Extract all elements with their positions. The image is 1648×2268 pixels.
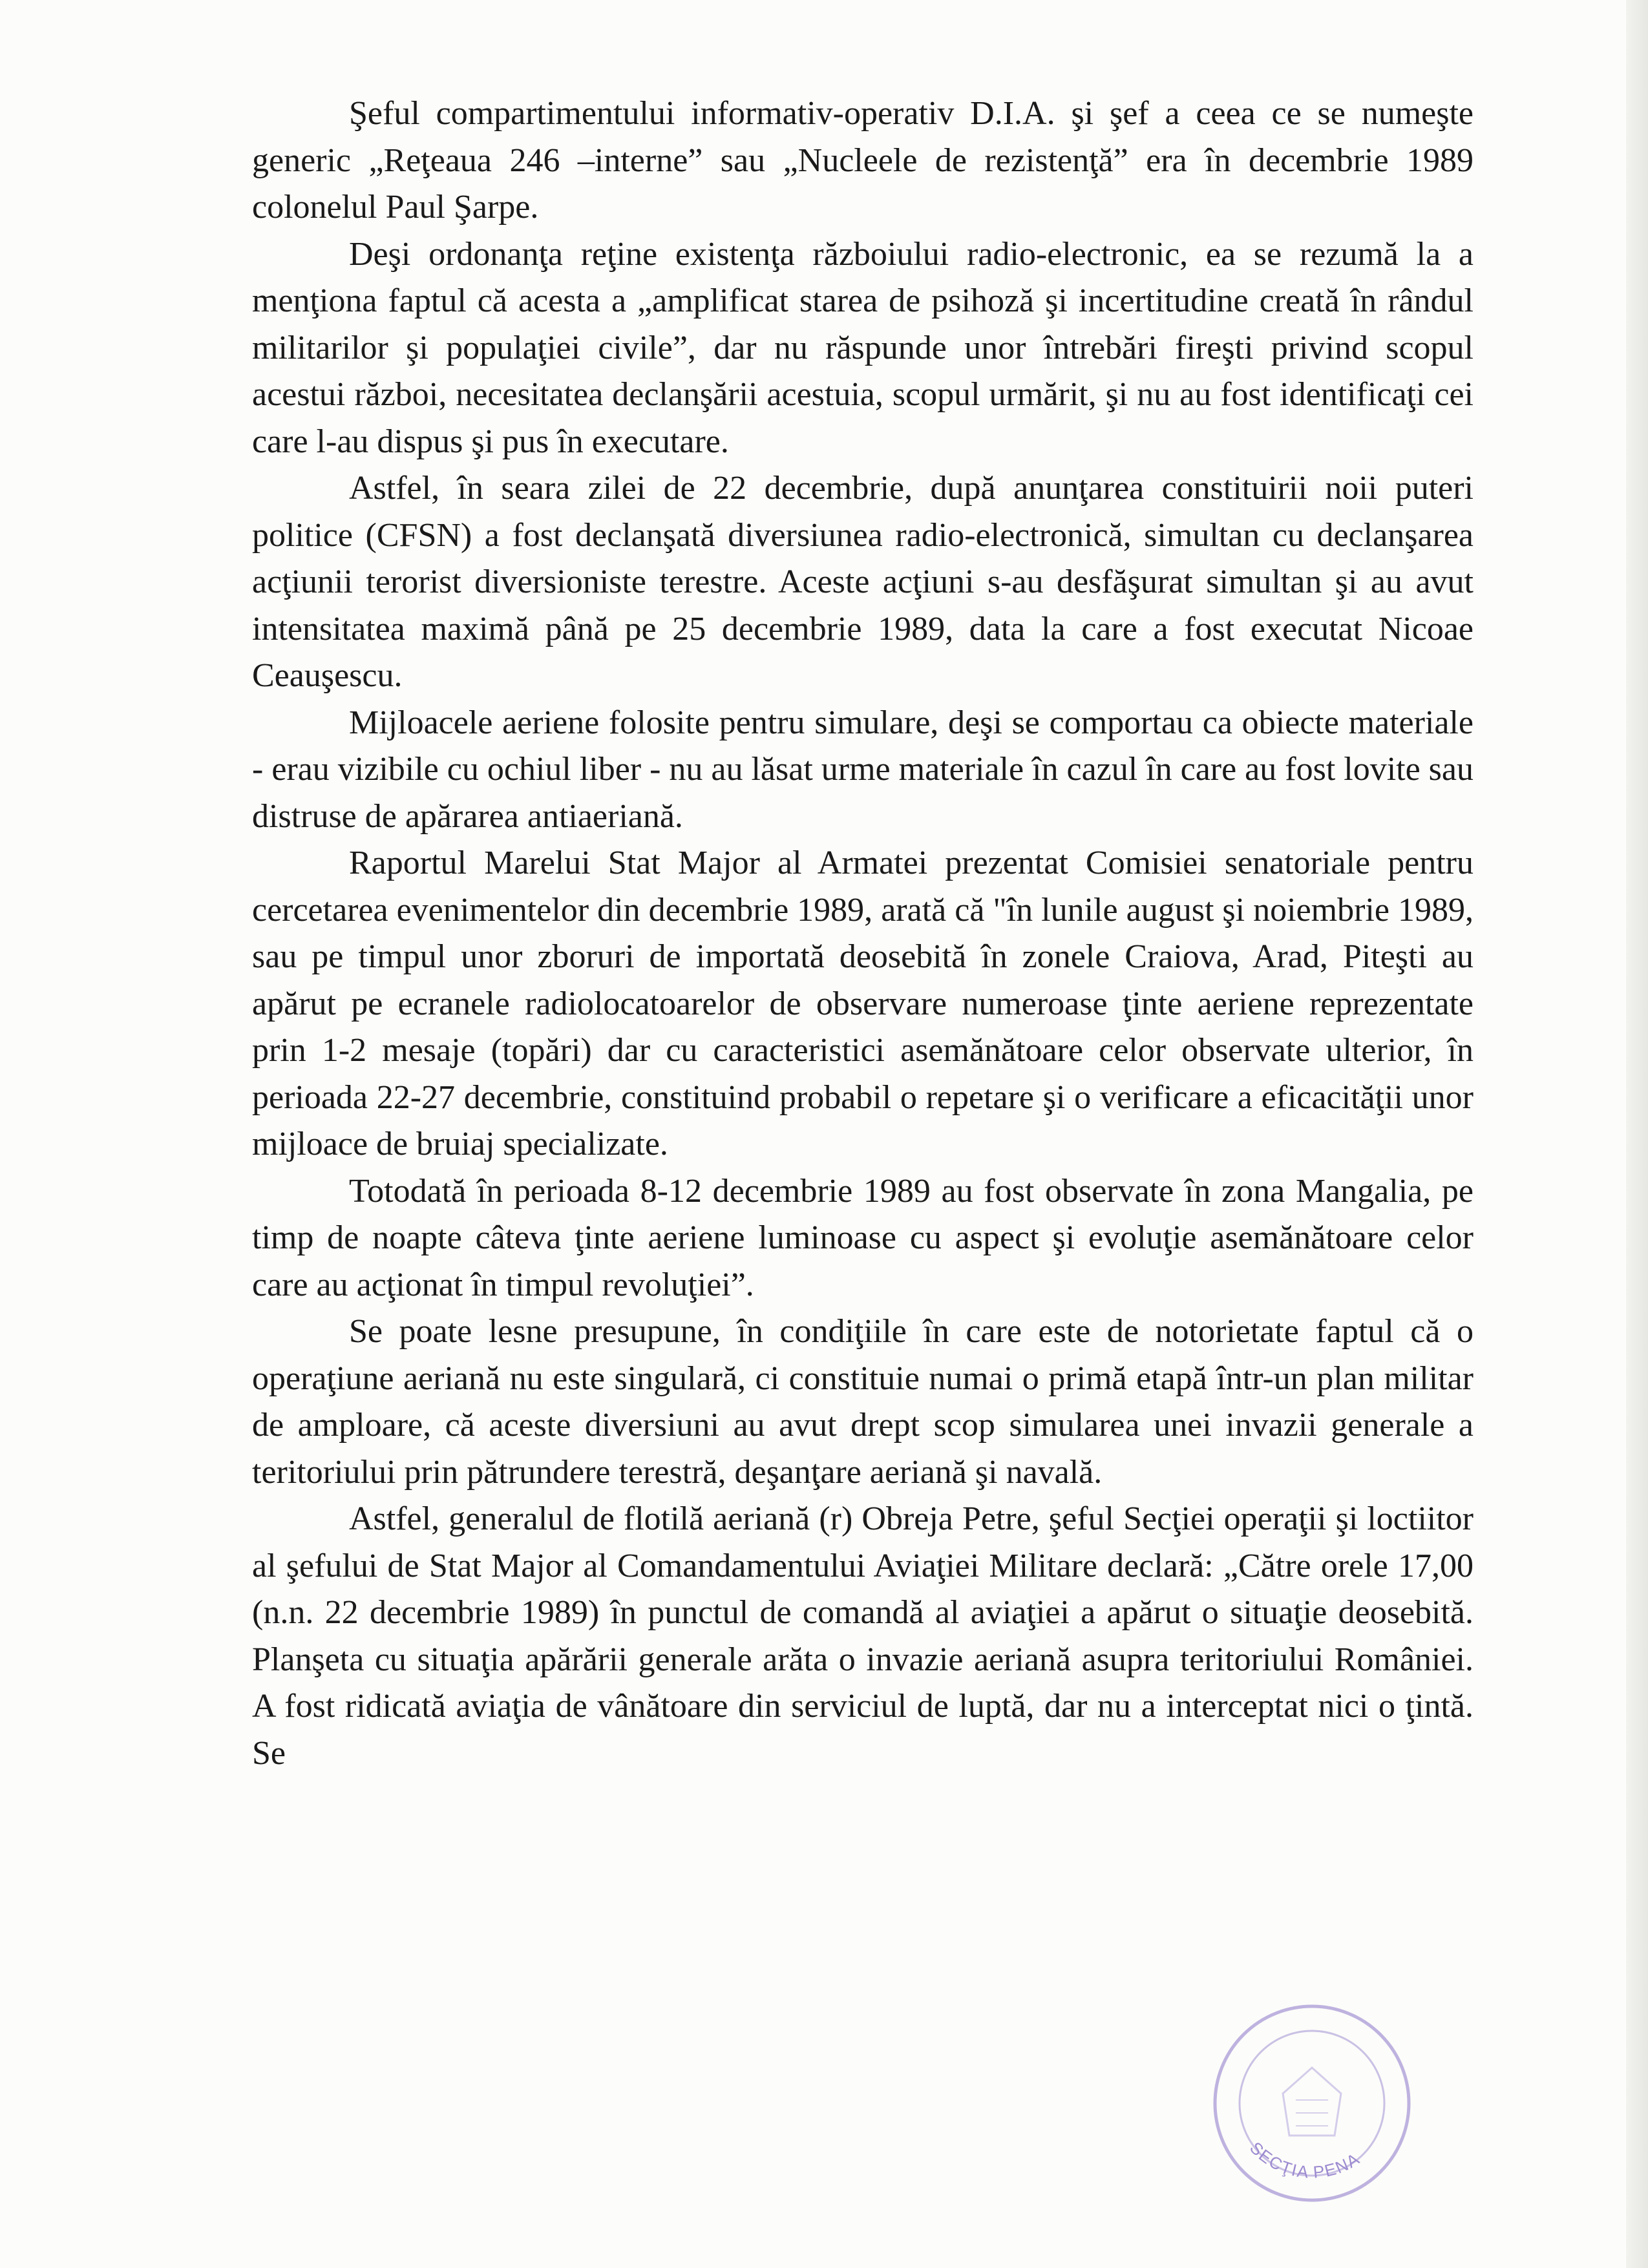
paragraph-3: Astfel, în seara zilei de 22 decembrie, după anunţarea constituirii noii puteri politice (CFSN) a fost declanşată diversiunea radio-electronică, simultan cu declanşarea acţiunii terorist diversioniste terestre. Aceste acţiuni s-au desfăşurat simultan şi au avut intensitatea maximă până pe 25 decembrie 1989, data la care a fost executat Nicoae Ceauşescu. [252,470,1474,694]
body-text [252,90,1474,1777]
paragraph-6: Totodată în perioada 8-12 decembrie 1989 au fost observate în zona Mangalia, pe timp de noapte câteva ţinte aeriene luminoase cu aspect şi evoluţie asemănătoare celor care au acţionat în timpul revoluţiei”. [252,1172,1474,1303]
page-edge [1626,0,1648,2268]
stamp-text-bottom: SECŢIA PENA [1245,2137,1364,2182]
paragraph-2: Deşi ordonanţa reţine existenţa războiului radio-electronic, ea se rezumă la a menţiona faptul că acesta a „amplificat starea de psihoză şi incertitudine creată în rândul militarilor şi populaţiei civile”, dar nu răspunde unor întrebări fireşti privind scopul acestui război, necesitatea declanşării acestuia, scopul urmărit, şi nu au fost identificaţi cei care l-au dispus şi pus în executare. [252,235,1474,460]
stamp-graphic [1205,1997,1419,2210]
paragraph-7: Se poate lesne presupune, în condiţiile în care este de notorietate faptul că o operaţiune aeriană nu este singulară, ci constituie numai o primă etapă într-un plan militar de amploare, că aceste diversiuni au avut drept scop simularea unei invazii generale a teritoriului prin pătrundere terestră, deşanţare aeriană şi navală. [252,1313,1474,1491]
paragraph-4: Mijloacele aeriene folosite pentru simulare, deşi se comportau ca obiecte materiale - erau vizibile cu ochiul liber - nu au lăsat urme materiale în cazul în care au fost lovite sau distruse de apărarea antiaeriană. [252,704,1474,835]
paragraph-1: Şeful compartimentului informativ-operativ D.I.A. şi şef a ceea ce se numeşte generic „Reţeaua 246 –interne” sau „Nucleele de rezistenţă” era în decembrie 1989 colonelul Paul Şarpe. [252,95,1474,226]
paragraph-5: Raportul Marelui Stat Major al Armatei prezentat Comisiei senatoriale pentru cercetarea evenimentelor din decembrie 1989, arată că "în lunile august şi noiembrie 1989, sau pe timpul unor zboruri de importată deosebită în zonele Craiova, Arad, Piteşti au apărut pe ecranele radiolocatoarelor de observare numeroase ţinte aeriene reprezentate prin 1-2 mesaje (topări) dar cu caracteristici asemănătoare celor observate ulterior, în perioada 22-27 decembrie, constituind probabil o repetare şi o verificare a eficacităţii unor mijloace de bruiaj specializate. [252,845,1474,1162]
paragraph-8: Astfel, generalul de flotilă aeriană (r) Obreja Petre, şeful Secţiei operaţii şi loctiitor al şefului de Stat Major al Comandamentului Aviaţiei Militare declară: „Către orele 17,00 (n.n. 22 decembrie 1989) în punctul de comandă al aviaţiei a apărut o situaţie deosebită. Planşeta cu situaţia apărării generale arăta o invazie aeriană asupra teritoriului României. A fost ridicată aviaţia de vânătoare din serviciul de luptă, dar nu a interceptat nici o ţintă. Se [252,1500,1474,1772]
official-stamp [1205,1997,1419,2210]
